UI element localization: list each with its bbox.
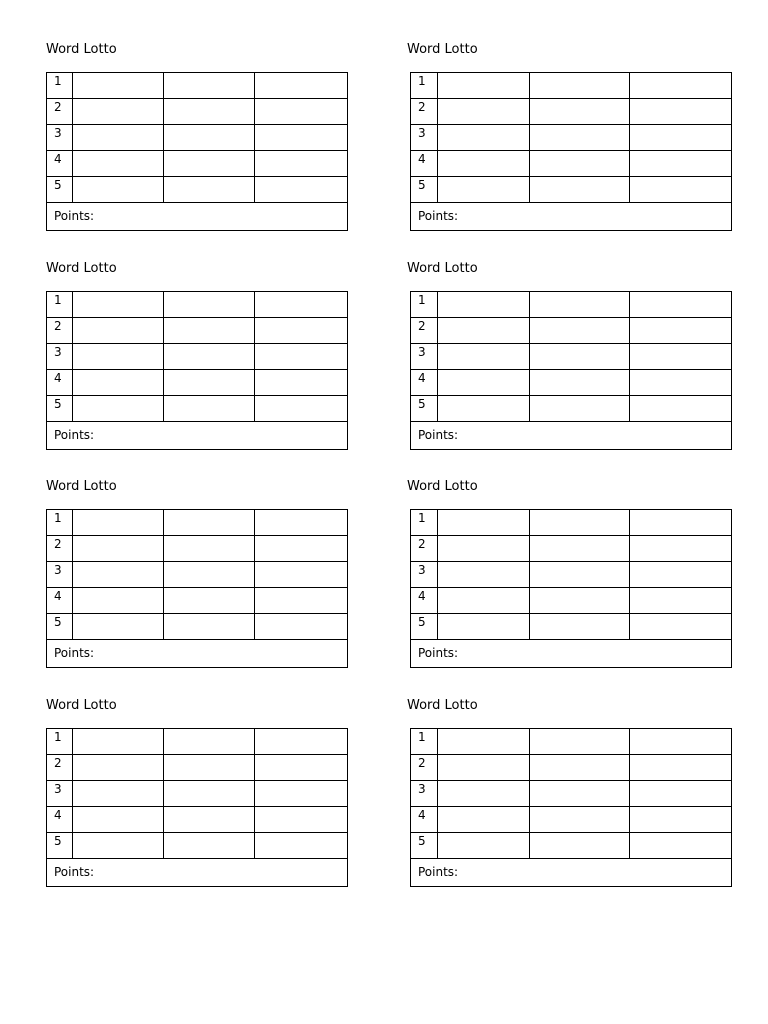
word-cell[interactable] — [73, 729, 164, 755]
word-cell[interactable] — [73, 396, 164, 422]
word-cell[interactable] — [164, 562, 255, 588]
word-cell[interactable] — [630, 536, 732, 562]
table-row — [47, 536, 348, 562]
row-number: 2 — [47, 755, 73, 781]
word-cell[interactable] — [530, 807, 630, 833]
row-number: 1 — [411, 729, 438, 755]
word-cell[interactable] — [73, 536, 164, 562]
row-number: 4 — [411, 588, 438, 614]
lotto-grid — [46, 291, 348, 450]
word-cell[interactable] — [530, 755, 630, 781]
card-title: Word Lotto — [407, 698, 478, 713]
row-number: 3 — [47, 344, 73, 370]
points-label: Points: — [411, 640, 732, 668]
lotto-grid — [46, 509, 348, 668]
table-row — [411, 370, 732, 396]
points-label: Points: — [47, 640, 348, 668]
table-row — [47, 396, 348, 422]
word-cell[interactable] — [530, 510, 630, 536]
table-row — [47, 510, 348, 536]
word-cell[interactable] — [255, 370, 348, 396]
word-cell[interactable] — [164, 729, 255, 755]
table-row — [411, 73, 732, 99]
word-cell[interactable] — [73, 510, 164, 536]
points-row — [47, 422, 348, 450]
word-cell[interactable] — [255, 781, 348, 807]
row-number: 5 — [411, 614, 438, 640]
word-cell[interactable] — [73, 177, 164, 203]
table-row — [47, 99, 348, 125]
table-row — [411, 151, 732, 177]
row-number: 2 — [411, 755, 438, 781]
row-number: 3 — [411, 125, 438, 151]
table-row — [47, 177, 348, 203]
table-row — [47, 73, 348, 99]
table-row — [411, 536, 732, 562]
row-number: 4 — [47, 370, 73, 396]
row-number: 3 — [47, 562, 73, 588]
word-cell[interactable] — [73, 370, 164, 396]
table-row — [411, 99, 732, 125]
word-cell[interactable] — [438, 510, 530, 536]
word-cell[interactable] — [73, 781, 164, 807]
row-number: 2 — [47, 318, 73, 344]
word-cell[interactable] — [255, 177, 348, 203]
word-cell[interactable] — [164, 73, 255, 99]
word-cell[interactable] — [530, 781, 630, 807]
row-number: 3 — [47, 781, 73, 807]
word-cell[interactable] — [164, 99, 255, 125]
word-cell[interactable] — [530, 370, 630, 396]
points-row — [47, 640, 348, 668]
word-cell[interactable] — [630, 177, 732, 203]
word-cell[interactable] — [530, 318, 630, 344]
word-cell[interactable] — [164, 370, 255, 396]
word-cell[interactable] — [530, 344, 630, 370]
word-cell[interactable] — [255, 729, 348, 755]
word-cell[interactable] — [73, 125, 164, 151]
word-cell[interactable] — [530, 73, 630, 99]
word-cell[interactable] — [630, 151, 732, 177]
table-row — [47, 729, 348, 755]
lotto-grid — [46, 728, 348, 887]
table-row — [47, 833, 348, 859]
table-row — [411, 588, 732, 614]
row-number: 4 — [47, 588, 73, 614]
word-cell[interactable] — [255, 125, 348, 151]
card-title: Word Lotto — [407, 479, 478, 494]
word-cell[interactable] — [164, 292, 255, 318]
word-cell[interactable] — [438, 781, 530, 807]
word-cell[interactable] — [73, 833, 164, 859]
word-cell[interactable] — [630, 755, 732, 781]
word-cell[interactable] — [630, 370, 732, 396]
table-row — [411, 833, 732, 859]
table-row — [411, 510, 732, 536]
table-row — [47, 344, 348, 370]
word-cell[interactable] — [630, 781, 732, 807]
card-title: Word Lotto — [46, 479, 117, 494]
word-cell[interactable] — [73, 755, 164, 781]
word-cell[interactable] — [73, 73, 164, 99]
word-cell[interactable] — [530, 151, 630, 177]
word-cell[interactable] — [255, 588, 348, 614]
row-number: 5 — [47, 396, 73, 422]
lotto-grid — [410, 509, 732, 668]
word-cell[interactable] — [530, 396, 630, 422]
table-row — [47, 151, 348, 177]
word-cell[interactable] — [255, 562, 348, 588]
word-cell[interactable] — [438, 614, 530, 640]
word-cell[interactable] — [530, 588, 630, 614]
word-cell[interactable] — [164, 125, 255, 151]
word-cell[interactable] — [630, 73, 732, 99]
table-row — [411, 781, 732, 807]
word-cell[interactable] — [255, 292, 348, 318]
row-number: 2 — [47, 99, 73, 125]
word-cell[interactable] — [73, 588, 164, 614]
word-cell[interactable] — [530, 177, 630, 203]
points-row — [411, 203, 732, 231]
word-cell[interactable] — [255, 151, 348, 177]
table-row — [47, 292, 348, 318]
word-cell[interactable] — [530, 562, 630, 588]
row-number: 4 — [47, 807, 73, 833]
lotto-grid — [46, 72, 348, 231]
word-cell[interactable] — [73, 318, 164, 344]
word-cell[interactable] — [438, 536, 530, 562]
points-label: Points: — [411, 859, 732, 887]
word-cell[interactable] — [73, 614, 164, 640]
word-cell[interactable] — [438, 125, 530, 151]
word-cell[interactable] — [630, 510, 732, 536]
word-cell[interactable] — [530, 99, 630, 125]
table-row — [411, 614, 732, 640]
word-cell[interactable] — [255, 536, 348, 562]
word-cell[interactable] — [630, 562, 732, 588]
points-row — [47, 203, 348, 231]
word-cell[interactable] — [530, 292, 630, 318]
word-cell[interactable] — [164, 833, 255, 859]
row-number: 4 — [47, 151, 73, 177]
word-cell[interactable] — [530, 833, 630, 859]
word-cell[interactable] — [164, 396, 255, 422]
table-row — [411, 344, 732, 370]
word-cell[interactable] — [630, 833, 732, 859]
table-row — [411, 396, 732, 422]
word-cell[interactable] — [438, 292, 530, 318]
word-cell[interactable] — [73, 151, 164, 177]
word-cell[interactable] — [530, 125, 630, 151]
word-cell[interactable] — [438, 729, 530, 755]
word-cell[interactable] — [73, 807, 164, 833]
word-cell[interactable] — [255, 807, 348, 833]
table-row — [47, 614, 348, 640]
table-row — [47, 562, 348, 588]
table-row — [411, 292, 732, 318]
word-cell[interactable] — [630, 588, 732, 614]
table-row — [411, 562, 732, 588]
row-number: 4 — [411, 370, 438, 396]
word-cell[interactable] — [438, 151, 530, 177]
word-cell[interactable] — [164, 781, 255, 807]
row-number: 1 — [411, 292, 438, 318]
word-cell[interactable] — [164, 151, 255, 177]
table-row — [411, 318, 732, 344]
points-label: Points: — [47, 422, 348, 450]
points-row — [411, 640, 732, 668]
word-cell[interactable] — [630, 318, 732, 344]
word-cell[interactable] — [164, 177, 255, 203]
word-cell[interactable] — [630, 807, 732, 833]
row-number: 5 — [411, 177, 438, 203]
table-row — [47, 318, 348, 344]
row-number: 5 — [47, 614, 73, 640]
points-row — [411, 859, 732, 887]
word-cell[interactable] — [438, 588, 530, 614]
word-cell[interactable] — [164, 318, 255, 344]
word-cell[interactable] — [255, 99, 348, 125]
word-cell[interactable] — [73, 292, 164, 318]
row-number: 5 — [47, 833, 73, 859]
word-cell[interactable] — [438, 396, 530, 422]
row-number: 1 — [47, 73, 73, 99]
row-number: 1 — [47, 292, 73, 318]
points-label: Points: — [47, 203, 348, 231]
table-row — [411, 807, 732, 833]
row-number: 2 — [411, 318, 438, 344]
word-cell[interactable] — [438, 177, 530, 203]
word-cell[interactable] — [164, 807, 255, 833]
table-row — [411, 729, 732, 755]
row-number: 5 — [47, 177, 73, 203]
word-cell[interactable] — [630, 344, 732, 370]
table-row — [411, 755, 732, 781]
table-row — [411, 125, 732, 151]
points-row — [411, 422, 732, 450]
table-row — [47, 370, 348, 396]
table-row — [47, 781, 348, 807]
word-cell[interactable] — [255, 755, 348, 781]
word-cell[interactable] — [255, 833, 348, 859]
word-cell[interactable] — [164, 588, 255, 614]
word-cell[interactable] — [73, 344, 164, 370]
row-number: 2 — [411, 536, 438, 562]
card-title: Word Lotto — [46, 698, 117, 713]
row-number: 3 — [47, 125, 73, 151]
word-cell[interactable] — [164, 536, 255, 562]
row-number: 5 — [411, 833, 438, 859]
row-number: 1 — [47, 729, 73, 755]
word-cell[interactable] — [530, 729, 630, 755]
card-title: Word Lotto — [407, 42, 478, 57]
word-cell[interactable] — [255, 344, 348, 370]
points-label: Points: — [47, 859, 348, 887]
row-number: 1 — [411, 73, 438, 99]
word-cell[interactable] — [438, 833, 530, 859]
points-row — [47, 859, 348, 887]
lotto-grid — [410, 72, 732, 231]
row-number: 3 — [411, 781, 438, 807]
card-title: Word Lotto — [46, 261, 117, 276]
row-number: 1 — [47, 510, 73, 536]
table-row — [47, 807, 348, 833]
card-title: Word Lotto — [46, 42, 117, 57]
word-cell[interactable] — [255, 396, 348, 422]
word-cell[interactable] — [630, 396, 732, 422]
word-cell[interactable] — [438, 807, 530, 833]
row-number: 2 — [47, 536, 73, 562]
word-cell[interactable] — [73, 99, 164, 125]
word-cell[interactable] — [630, 292, 732, 318]
row-number: 5 — [411, 396, 438, 422]
word-cell[interactable] — [438, 344, 530, 370]
row-number: 3 — [411, 562, 438, 588]
lotto-grid — [410, 728, 732, 887]
word-cell[interactable] — [164, 510, 255, 536]
word-cell[interactable] — [530, 614, 630, 640]
word-cell[interactable] — [255, 614, 348, 640]
word-cell[interactable] — [630, 729, 732, 755]
word-cell[interactable] — [438, 755, 530, 781]
row-number: 3 — [411, 344, 438, 370]
word-cell[interactable] — [630, 614, 732, 640]
lotto-grid — [410, 291, 732, 450]
points-label: Points: — [411, 203, 732, 231]
word-cell[interactable] — [255, 73, 348, 99]
word-cell[interactable] — [73, 562, 164, 588]
word-cell[interactable] — [438, 370, 530, 396]
word-cell[interactable] — [630, 99, 732, 125]
row-number: 4 — [411, 807, 438, 833]
row-number: 2 — [411, 99, 438, 125]
table-row — [411, 177, 732, 203]
word-cell[interactable] — [438, 562, 530, 588]
word-cell[interactable] — [255, 318, 348, 344]
word-cell[interactable] — [164, 614, 255, 640]
points-label: Points: — [411, 422, 732, 450]
word-cell[interactable] — [630, 125, 732, 151]
word-cell[interactable] — [438, 73, 530, 99]
card-title: Word Lotto — [407, 261, 478, 276]
word-cell[interactable] — [530, 536, 630, 562]
table-row — [47, 588, 348, 614]
word-cell[interactable] — [255, 510, 348, 536]
word-cell[interactable] — [438, 99, 530, 125]
row-number: 1 — [411, 510, 438, 536]
word-cell[interactable] — [164, 344, 255, 370]
table-row — [47, 125, 348, 151]
row-number: 4 — [411, 151, 438, 177]
word-cell[interactable] — [164, 755, 255, 781]
table-row — [47, 755, 348, 781]
word-cell[interactable] — [438, 318, 530, 344]
